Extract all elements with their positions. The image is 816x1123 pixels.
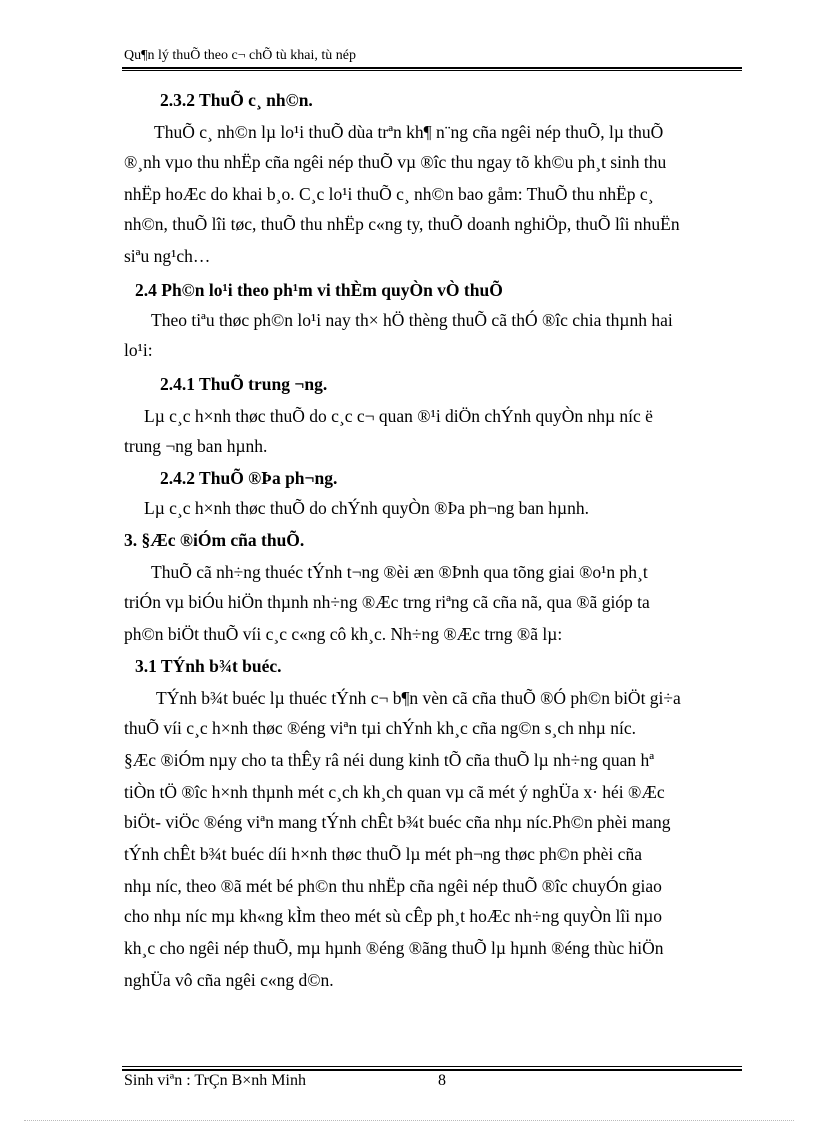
- paragraph-line: thuÕ víi c¸c h×nh thøc ®éng viªn tµi chÝnh kh¸c cña ng©n s¸ch nhµ níc.: [124, 718, 636, 738]
- paragraph-line: ThuÕ c¸ nh©n lµ lo¹i thuÕ dùa trªn kh¶ n¨ng cña ngêi nép thuÕ, lµ thuÕ: [154, 122, 664, 142]
- paragraph-line: siªu ng¹ch…: [124, 246, 211, 266]
- header-rule: [122, 67, 742, 69]
- paragraph-line: trung ¬ng ban hµnh.: [124, 436, 268, 456]
- header-rule-thin: [122, 70, 742, 71]
- footer-rule: [122, 1069, 742, 1071]
- paragraph-line: Lµ c¸c h×nh thøc thuÕ do c¸c c¬ quan ®¹i diÖn chÝnh quyÒn nhµ níc ë: [144, 406, 653, 426]
- paragraph-line: ThuÕ cã nh÷ng thuéc tÝnh t¬ng ®èi æn ®Þnh qua tõng giai ®o¹n ph¸t: [151, 562, 648, 582]
- section-heading: 2.4.1 ThuÕ trung ¬ng.: [160, 374, 328, 394]
- paragraph-line: biÖt- viÖc ®éng viªn mang tÝnh chÊt b¾t buéc cña nhµ níc.Ph©n phèi mang: [124, 812, 671, 832]
- paragraph-line: tÝnh chÊt b¾t buéc díi h×nh thøc thuÕ lµ mét ph¬ng thøc ph©n phèi cña: [124, 844, 642, 864]
- paragraph-line: Theo tiªu thøc ph©n lo¹i nay th× hÖ thèng thuÕ cã thÓ ®îc chia thµnh hai: [151, 310, 673, 330]
- paragraph-line: nhËp hoÆc do khai b¸o. C¸c lo¹i thuÕ c¸ nh©n bao gåm: ThuÕ thu nhËp c¸: [124, 184, 654, 204]
- running-header: Qu¶n lý thuÕ theo c¬ chÕ tù khai, tù nép: [124, 48, 356, 63]
- page-edge-divider: [24, 1120, 794, 1121]
- paragraph-line: triÓn vµ biÓu hiÖn thµnh nh÷ng ®Æc trng riªng cã cña nã, qua ®ã gióp ta: [124, 592, 650, 612]
- paragraph-line: kh¸c cho ngêi nép thuÕ, mµ hµnh ®éng ®ãng thuÕ lµ hµnh ®éng thùc hiÖn: [124, 938, 664, 958]
- paragraph-line: cho nhµ níc mµ kh«ng kÌm theo mét sù cÊp ph¸t hoÆc nh÷ng quyÒn lîi nµo: [124, 906, 663, 926]
- section-heading: 2.4.2 ThuÕ ®Þa ph¬ng.: [160, 468, 338, 488]
- footer-rule-thin: [122, 1066, 742, 1067]
- section-heading: 3.1 TÝnh b¾t buéc.: [135, 656, 282, 676]
- paragraph-line: TÝnh b¾t buéc lµ thuéc tÝnh c¬ b¶n vèn cã cña thuÕ ®Ó ph©n biÖt gi÷a: [156, 688, 681, 708]
- page-number: 8: [438, 1072, 446, 1089]
- section-heading: 2.4 Ph©n lo¹i theo ph¹m vi thÈm quyÒn vÒ thuÕ: [135, 280, 503, 300]
- paragraph-line: §Æc ®iÓm nµy cho ta thÊy râ néi dung kinh tÕ cña thuÕ lµ nh÷ng quan hª: [124, 750, 655, 770]
- paragraph-line: ph©n biÖt thuÕ víi c¸c c«ng cô kh¸c. Nh÷ng ®Æc trng ®ã lµ:: [124, 624, 563, 644]
- paragraph-line: nhµ níc, theo ®ã mét bé ph©n thu nhËp cña ngêi nép thuÕ ®îc chuyÓn giao: [124, 876, 662, 896]
- section-heading: 2.3.2 ThuÕ c¸ nh©n.: [160, 90, 313, 110]
- footer-student-name: Sinh viªn : TrÇn B×nh Minh: [124, 1072, 306, 1089]
- paragraph-line: nh©n, thuÕ lîi tøc, thuÕ thu nhËp c«ng ty, thuÕ doanh nghiÖp, thuÕ lîi nhuËn: [124, 214, 680, 234]
- paragraph-line: tiÒn tÖ ®îc h×nh thµnh mét c¸ch kh¸ch quan vµ cã mét ý nghÜa x· héi ®Æc: [124, 782, 665, 802]
- section-heading: 3. §Æc ®iÓm cña thuÕ.: [124, 530, 305, 550]
- paragraph-line: lo¹i:: [124, 340, 153, 360]
- paragraph-line: ®¸nh vµo thu nhËp cña ngêi nép thuÕ vµ ®îc thu ngay tõ kh©u ph¸t sinh thu: [124, 152, 667, 172]
- paragraph-line: Lµ c¸c h×nh thøc thuÕ do chÝnh quyÒn ®Þa ph¬ng ban hµnh.: [144, 498, 589, 518]
- paragraph-line: nghÜa vô cña ngêi c«ng d©n.: [124, 970, 334, 990]
